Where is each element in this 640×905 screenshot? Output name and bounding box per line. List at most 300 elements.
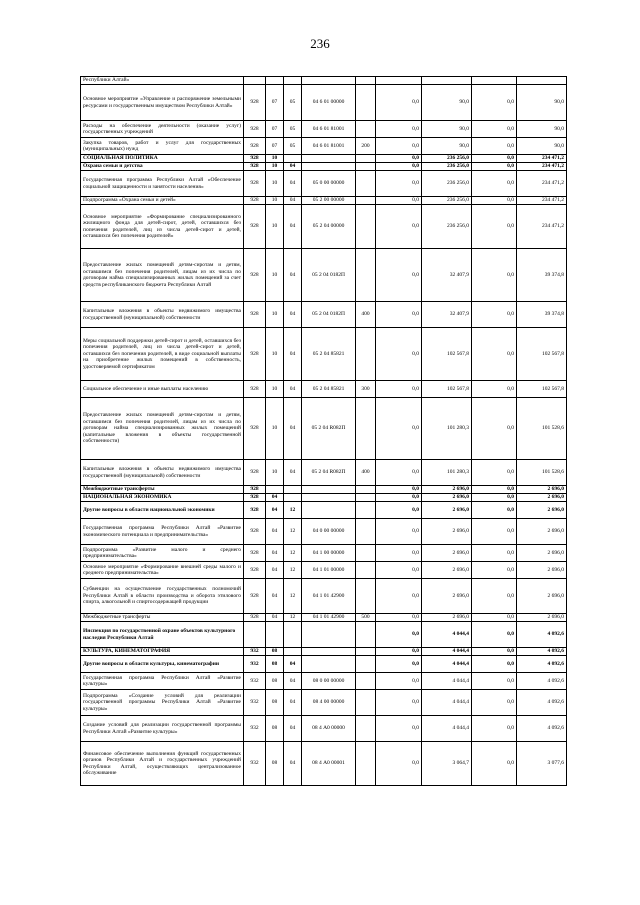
table-cell-subsection: 12 bbox=[284, 519, 302, 545]
table-row bbox=[81, 163, 567, 171]
table-cell-section: 10 bbox=[266, 328, 284, 381]
table-cell-v3: 0,0 bbox=[472, 502, 517, 519]
table-cell-section: 08 bbox=[266, 656, 284, 673]
table-cell-target: 08 4 А0 00001 bbox=[302, 742, 356, 786]
table-cell-v2: 4 044,4 bbox=[422, 690, 472, 716]
table-cell-v3: 0,0 bbox=[472, 205, 517, 249]
table-cell-name: Субвенции на осуществление государственных полномочий Республики Алтай в области производства и оборота этилового спирта, алкогольной и спиртосодержащей продукции bbox=[81, 579, 244, 614]
table-cell-subsection: 04 bbox=[284, 673, 302, 690]
table-row bbox=[81, 249, 567, 302]
table-cell-v3: 0,0 bbox=[472, 460, 517, 486]
table-cell-v1: 0,0 bbox=[376, 85, 422, 121]
table-cell-subsection: 04 bbox=[284, 171, 302, 197]
table-cell-ministry: 928 bbox=[244, 328, 266, 381]
table-cell-name: Государственная программа Республики Алтай «Обеспечение социальной защищенности и занятости населения» bbox=[81, 171, 244, 197]
table-cell-exp_type: 500 bbox=[356, 614, 376, 622]
table-cell-name: Капитальные вложения в объекты недвижимого имущества государственной (муниципальной) собственности bbox=[81, 460, 244, 486]
table-cell-v2: 90,0 bbox=[422, 85, 472, 121]
table-cell-subsection: 05 bbox=[284, 121, 302, 138]
table-cell-ministry: 928 bbox=[244, 460, 266, 486]
table-cell-v4: 39 374,8 bbox=[517, 302, 567, 328]
table-cell-v4: 2 696,0 bbox=[517, 519, 567, 545]
table-cell-subsection: 04 bbox=[284, 460, 302, 486]
table-cell-v3: 0,0 bbox=[472, 673, 517, 690]
table-cell-v1: 0,0 bbox=[376, 742, 422, 786]
table-cell-v3: 0,0 bbox=[472, 716, 517, 742]
table-cell-v1: 0,0 bbox=[376, 673, 422, 690]
table-cell-target bbox=[302, 486, 356, 494]
table-cell-v4: 4 092,6 bbox=[517, 648, 567, 656]
table-cell-exp_type: 400 bbox=[356, 302, 376, 328]
table-cell-exp_type bbox=[356, 690, 376, 716]
table-cell-section: 10 bbox=[266, 205, 284, 249]
table-cell-subsection: 04 bbox=[284, 328, 302, 381]
table-cell-ministry: 928 bbox=[244, 302, 266, 328]
table-cell-subsection: 04 bbox=[284, 398, 302, 460]
table-cell-name: НАЦИОНАЛЬНАЯ ЭКОНОМИКА bbox=[81, 494, 244, 502]
table-cell-subsection bbox=[284, 648, 302, 656]
table-cell-v2: 2 696,0 bbox=[422, 579, 472, 614]
table-cell-name: Охрана семьи и детства bbox=[81, 163, 244, 171]
table-cell-v3: 0,0 bbox=[472, 85, 517, 121]
table-cell-exp_type: 300 bbox=[356, 381, 376, 398]
table-cell-v4: 4 092,6 bbox=[517, 673, 567, 690]
table-cell-v2: 4 044,4 bbox=[422, 648, 472, 656]
table-cell-subsection: 04 bbox=[284, 302, 302, 328]
table-row bbox=[81, 171, 567, 197]
table-cell-exp_type bbox=[356, 622, 376, 648]
table-cell-ministry: 928 bbox=[244, 249, 266, 302]
table-cell-target: 05 2 00 00000 bbox=[302, 197, 356, 205]
table-row bbox=[81, 562, 567, 579]
table-cell-section: 04 bbox=[266, 614, 284, 622]
table-cell-target: 05 2 04 0182П bbox=[302, 302, 356, 328]
table-cell-section: 10 bbox=[266, 381, 284, 398]
table-cell-v2: 2 696,0 bbox=[422, 562, 472, 579]
table-row bbox=[81, 138, 567, 155]
table-cell-name: Подпрограмма «Охрана семьи и детей» bbox=[81, 197, 244, 205]
table-cell-ministry: 928 bbox=[244, 579, 266, 614]
table-cell-v2: 4 044,4 bbox=[422, 673, 472, 690]
table-cell-name: Государственная программа Республики Алтай «Развитие культуры» bbox=[81, 673, 244, 690]
table-row bbox=[81, 579, 567, 614]
table-cell-ministry: 932 bbox=[244, 690, 266, 716]
table-cell-ministry: 928 bbox=[244, 398, 266, 460]
table-cell-v1: 0,0 bbox=[376, 163, 422, 171]
table-cell-v3: 0,0 bbox=[472, 614, 517, 622]
table-cell-v4: 234 471,2 bbox=[517, 155, 567, 163]
table-cell-v3: 0,0 bbox=[472, 579, 517, 614]
table-cell-ministry: 928 bbox=[244, 155, 266, 163]
table-cell-v3: 0,0 bbox=[472, 562, 517, 579]
table-cell-section: 08 bbox=[266, 648, 284, 656]
table-row bbox=[81, 328, 567, 381]
table-cell-section: 07 bbox=[266, 85, 284, 121]
table-cell-name: Основное мероприятие «Формирование внешней среды малого и среднего предпринимательства» bbox=[81, 562, 244, 579]
table-cell-target: 04 6 01 00000 bbox=[302, 85, 356, 121]
table-cell-v4: 2 696,0 bbox=[517, 545, 567, 562]
table-cell-target: 05 2 04 85821 bbox=[302, 381, 356, 398]
table-row bbox=[81, 398, 567, 460]
table-cell-exp_type bbox=[356, 171, 376, 197]
table-cell-ministry: 928 bbox=[244, 205, 266, 249]
table-cell-exp_type bbox=[356, 155, 376, 163]
budget-table bbox=[80, 76, 567, 786]
table-cell-ministry: 928 bbox=[244, 163, 266, 171]
table-cell-exp_type bbox=[356, 742, 376, 786]
table-cell-v2: 2 696,0 bbox=[422, 486, 472, 494]
table-row bbox=[81, 716, 567, 742]
table-cell-v4: 2 696,0 bbox=[517, 562, 567, 579]
table-cell-exp_type bbox=[356, 328, 376, 381]
table-row bbox=[81, 381, 567, 398]
table-cell-target: 05 2 04 0182П bbox=[302, 249, 356, 302]
table-cell-ministry: 928 bbox=[244, 85, 266, 121]
table-cell-exp_type bbox=[356, 205, 376, 249]
table-cell-v2: 4 044,4 bbox=[422, 656, 472, 673]
table-cell-ministry: 928 bbox=[244, 381, 266, 398]
table-cell-name: Другие вопросы в области национальной экономики bbox=[81, 502, 244, 519]
table-row bbox=[81, 85, 567, 121]
table-cell-subsection: 04 bbox=[284, 205, 302, 249]
table-cell-ministry: 928 bbox=[244, 562, 266, 579]
table-cell-section: 04 bbox=[266, 519, 284, 545]
table-cell-v3: 0,0 bbox=[472, 690, 517, 716]
table-cell-section bbox=[266, 622, 284, 648]
table-cell-exp_type bbox=[356, 398, 376, 460]
table-cell-section: 10 bbox=[266, 398, 284, 460]
budget-table-body bbox=[81, 77, 567, 786]
table-cell-target: 05 2 04 R082П bbox=[302, 398, 356, 460]
table-cell-exp_type bbox=[356, 502, 376, 519]
table-cell-section: 08 bbox=[266, 690, 284, 716]
table-cell-v4: 39 374,8 bbox=[517, 249, 567, 302]
table-cell-target: 04 6 01 81001 bbox=[302, 138, 356, 155]
table-cell-v1: 0,0 bbox=[376, 494, 422, 502]
table-cell-v1: 0,0 bbox=[376, 716, 422, 742]
table-row bbox=[81, 494, 567, 502]
table-cell-ministry: 928 bbox=[244, 171, 266, 197]
table-cell-v1: 0,0 bbox=[376, 622, 422, 648]
table-cell-ministry: 928 bbox=[244, 519, 266, 545]
table-cell-v1: 0,0 bbox=[376, 328, 422, 381]
table-cell-ministry: 932 bbox=[244, 742, 266, 786]
table-cell-v1: 0,0 bbox=[376, 205, 422, 249]
table-cell-name: Государственная программа Республики Алтай «Развитие экономического потенциала и предпринимательства» bbox=[81, 519, 244, 545]
table-cell-ministry: 928 bbox=[244, 545, 266, 562]
table-cell-section: 10 bbox=[266, 155, 284, 163]
table-cell-name: Подпрограмма «Развитие малого и среднего предпринимательства» bbox=[81, 545, 244, 562]
table-cell-v1: 0,0 bbox=[376, 690, 422, 716]
table-cell-name: Основное мероприятие «Формирование специализированного жилищного фонда для детей-сирот, детей, оставшихся без попечения родителей, лиц из числа детей-сирот и детей, оставшихся без попечения родителей» bbox=[81, 205, 244, 249]
table-cell-v3: 0,0 bbox=[472, 381, 517, 398]
table-cell-exp_type bbox=[356, 545, 376, 562]
table-cell-target: 05 2 04 00000 bbox=[302, 205, 356, 249]
table-cell-v4: 4 092,6 bbox=[517, 716, 567, 742]
table-cell-target: 05 0 00 00000 bbox=[302, 171, 356, 197]
table-cell-v1: 0,0 bbox=[376, 519, 422, 545]
table-row bbox=[81, 656, 567, 673]
table-cell-v4: 2 696,0 bbox=[517, 502, 567, 519]
table-cell-subsection bbox=[284, 622, 302, 648]
table-cell-subsection: 04 bbox=[284, 742, 302, 786]
table-row bbox=[81, 205, 567, 249]
table-cell-v4: 2 696,0 bbox=[517, 614, 567, 622]
table-cell-v2: 32 407,9 bbox=[422, 249, 472, 302]
table-cell-target: 08 0 00 00000 bbox=[302, 673, 356, 690]
table-cell-v1: 0,0 bbox=[376, 302, 422, 328]
table-cell-name: Другие вопросы в области культуры, кинематографии bbox=[81, 656, 244, 673]
table-cell-v3 bbox=[472, 77, 517, 85]
table-cell-v2: 236 256,0 bbox=[422, 171, 472, 197]
table-cell-v2: 102 567,8 bbox=[422, 381, 472, 398]
table-cell-v1: 0,0 bbox=[376, 197, 422, 205]
table-cell-target bbox=[302, 502, 356, 519]
table-cell-subsection bbox=[284, 155, 302, 163]
table-cell-v2: 101 280,3 bbox=[422, 398, 472, 460]
table-cell-name: Предоставление жилых помещений детям-сиротам и детям, оставшимся без попечения родителей, лицам из их числа по договорам найма специализированных жилых помещений (капитальные вложения в объекты государственной собственности) bbox=[81, 398, 244, 460]
table-cell-v4: 90,0 bbox=[517, 138, 567, 155]
table-cell-name: Расходы на обеспечение деятельности (оказание услуг) государственных учреждений bbox=[81, 121, 244, 138]
table-cell-v4: 4 092,6 bbox=[517, 690, 567, 716]
table-cell-v3: 0,0 bbox=[472, 545, 517, 562]
table-cell-target: 04 1 00 00000 bbox=[302, 545, 356, 562]
table-cell-exp_type bbox=[356, 486, 376, 494]
table-cell-v3: 0,0 bbox=[472, 622, 517, 648]
table-cell-ministry: 928 bbox=[244, 138, 266, 155]
table-cell-ministry: 932 bbox=[244, 648, 266, 656]
table-cell-name: КУЛЬТУРА, КИНЕМАТОГРАФИЯ bbox=[81, 648, 244, 656]
table-cell-v2: 2 696,0 bbox=[422, 614, 472, 622]
table-cell-v3: 0,0 bbox=[472, 742, 517, 786]
table-cell-section: 10 bbox=[266, 249, 284, 302]
table-cell-v4: 234 471,2 bbox=[517, 197, 567, 205]
table-cell-v1: 0,0 bbox=[376, 121, 422, 138]
table-cell-v4: 102 567,8 bbox=[517, 381, 567, 398]
table-cell-subsection bbox=[284, 486, 302, 494]
table-cell-subsection bbox=[284, 494, 302, 502]
table-cell-ministry bbox=[244, 77, 266, 85]
table-row bbox=[81, 77, 567, 85]
table-cell-section: 04 bbox=[266, 494, 284, 502]
table-cell-v3: 0,0 bbox=[472, 171, 517, 197]
table-cell-subsection: 04 bbox=[284, 690, 302, 716]
table-cell-exp_type bbox=[356, 673, 376, 690]
table-cell-target bbox=[302, 648, 356, 656]
table-cell-target bbox=[302, 77, 356, 85]
table-cell-subsection: 05 bbox=[284, 138, 302, 155]
table-cell-exp_type bbox=[356, 85, 376, 121]
table-cell-subsection bbox=[284, 77, 302, 85]
table-cell-v2: 90,0 bbox=[422, 121, 472, 138]
table-row bbox=[81, 302, 567, 328]
table-cell-target bbox=[302, 622, 356, 648]
table-cell-v3: 0,0 bbox=[472, 163, 517, 171]
table-cell-v4: 2 696,0 bbox=[517, 579, 567, 614]
table-cell-section: 10 bbox=[266, 460, 284, 486]
table-cell-name: Предоставление жилых помещений детям-сиротам и детям, оставшимся без попечения родителей, лицам из их числа по договорам найма специализированных жилых помещений за счет средств республиканского бюджета Республики Алтай bbox=[81, 249, 244, 302]
table-cell-name: Межбюджетные трансферты bbox=[81, 614, 244, 622]
table-cell-v4: 102 567,8 bbox=[517, 328, 567, 381]
table-cell-section: 08 bbox=[266, 742, 284, 786]
table-cell-exp_type bbox=[356, 494, 376, 502]
table-cell-section: 10 bbox=[266, 163, 284, 171]
table-cell-name: Республики Алтай» bbox=[81, 77, 244, 85]
table-cell-v4: 3 077,6 bbox=[517, 742, 567, 786]
table-cell-subsection: 12 bbox=[284, 562, 302, 579]
table-row bbox=[81, 155, 567, 163]
table-cell-target: 04 1 01 00000 bbox=[302, 562, 356, 579]
table-cell-v3: 0,0 bbox=[472, 249, 517, 302]
table-cell-v3: 0,0 bbox=[472, 328, 517, 381]
table-cell-ministry: 928 bbox=[244, 486, 266, 494]
table-cell-section: 04 bbox=[266, 545, 284, 562]
table-cell-section: 08 bbox=[266, 673, 284, 690]
table-row bbox=[81, 197, 567, 205]
table-cell-target bbox=[302, 494, 356, 502]
table-cell-section bbox=[266, 77, 284, 85]
table-row bbox=[81, 673, 567, 690]
table-cell-ministry: 932 bbox=[244, 656, 266, 673]
table-row bbox=[81, 121, 567, 138]
table-cell-name: Финансовое обеспечение выполнения функций государственных органов Республики Алтай и государственных учреждений Республики Алтай, осуществляющих централизованное обслуживание bbox=[81, 742, 244, 786]
table-cell-section: 07 bbox=[266, 138, 284, 155]
table-cell-v4: 90,0 bbox=[517, 121, 567, 138]
table-cell-target: 04 6 01 81001 bbox=[302, 121, 356, 138]
table-cell-v3: 0,0 bbox=[472, 155, 517, 163]
table-cell-v3: 0,0 bbox=[472, 486, 517, 494]
table-cell-target: 04 1 01 42900 bbox=[302, 579, 356, 614]
table-cell-v1: 0,0 bbox=[376, 579, 422, 614]
table-cell-name: Меры социальной поддержки детей-сирот и детей, оставшихся без попечения родителей, лиц из числа детей-сирот и детей, оставшихся без попечения родителей, в виде социальной выплаты на приобретение жилых помещений в собственность, удостоверяемой сертификатом bbox=[81, 328, 244, 381]
table-row bbox=[81, 460, 567, 486]
table-cell-target: 04 0 00 00000 bbox=[302, 519, 356, 545]
table-cell-v2: 2 696,0 bbox=[422, 519, 472, 545]
table-cell-v2: 2 696,0 bbox=[422, 502, 472, 519]
table-cell-ministry: 928 bbox=[244, 614, 266, 622]
table-cell-ministry: 928 bbox=[244, 502, 266, 519]
table-cell-exp_type bbox=[356, 716, 376, 742]
table-cell-section: 10 bbox=[266, 302, 284, 328]
table-cell-v2: 101 280,3 bbox=[422, 460, 472, 486]
table-cell-exp_type bbox=[356, 163, 376, 171]
table-cell-target: 04 1 01 42900 bbox=[302, 614, 356, 622]
table-cell-v1: 0,0 bbox=[376, 460, 422, 486]
table-cell-v4: 90,0 bbox=[517, 85, 567, 121]
table-cell-target bbox=[302, 656, 356, 673]
table-cell-section: 08 bbox=[266, 716, 284, 742]
table-cell-name: Инспекция по государственной охране объектов культурного наследия Республики Алтай bbox=[81, 622, 244, 648]
table-row bbox=[81, 648, 567, 656]
table-cell-target bbox=[302, 163, 356, 171]
table-cell-target bbox=[302, 155, 356, 163]
table-cell-exp_type: 200 bbox=[356, 138, 376, 155]
table-cell-exp_type bbox=[356, 579, 376, 614]
table-cell-name: Подпрограмма «Создание условий для реализации государственной программы Республики Алтай «Развитие культуры» bbox=[81, 690, 244, 716]
table-cell-target: 05 2 04 85821 bbox=[302, 328, 356, 381]
table-cell-name: Социальное обеспечение и иные выплаты населению bbox=[81, 381, 244, 398]
table-row bbox=[81, 519, 567, 545]
table-cell-subsection: 12 bbox=[284, 614, 302, 622]
table-cell-v2: 3 064,7 bbox=[422, 742, 472, 786]
table-cell-v2: 236 256,0 bbox=[422, 197, 472, 205]
table-cell-v1: 0,0 bbox=[376, 562, 422, 579]
table-cell-v4: 2 696,0 bbox=[517, 486, 567, 494]
table-cell-name: Основное мероприятие «Управление и распоряжение земельными ресурсами и государственным имуществом Республики Алтай» bbox=[81, 85, 244, 121]
table-cell-v2: 2 696,0 bbox=[422, 494, 472, 502]
table-cell-v1: 0,0 bbox=[376, 614, 422, 622]
table-cell-exp_type bbox=[356, 197, 376, 205]
table-cell-v1: 0,0 bbox=[376, 502, 422, 519]
table-cell-exp_type bbox=[356, 249, 376, 302]
table-cell-v3: 0,0 bbox=[472, 656, 517, 673]
table-cell-section: 07 bbox=[266, 121, 284, 138]
table-cell-v4: 234 471,2 bbox=[517, 171, 567, 197]
page-number: 236 bbox=[310, 36, 330, 51]
table-row bbox=[81, 545, 567, 562]
table-cell-subsection: 12 bbox=[284, 502, 302, 519]
table-row bbox=[81, 742, 567, 786]
table-cell-name: Межбюджетные трансферты bbox=[81, 486, 244, 494]
table-cell-v4: 101 528,6 bbox=[517, 460, 567, 486]
table-cell-ministry: 928 bbox=[244, 197, 266, 205]
table-cell-v3: 0,0 bbox=[472, 138, 517, 155]
table-cell-v1: 0,0 bbox=[376, 545, 422, 562]
table-cell-v2: 90,0 bbox=[422, 138, 472, 155]
table-cell-v2: 4 044,4 bbox=[422, 716, 472, 742]
table-cell-v1: 0,0 bbox=[376, 486, 422, 494]
table-cell-section: 04 bbox=[266, 562, 284, 579]
table-row bbox=[81, 502, 567, 519]
table-cell-subsection: 05 bbox=[284, 85, 302, 121]
table-cell-v3: 0,0 bbox=[472, 648, 517, 656]
table-cell-subsection: 04 bbox=[284, 656, 302, 673]
table-cell-exp_type: 400 bbox=[356, 460, 376, 486]
table-cell-v4 bbox=[517, 77, 567, 85]
table-cell-v2: 2 696,0 bbox=[422, 545, 472, 562]
table-cell-v4: 101 528,6 bbox=[517, 398, 567, 460]
table-cell-section: 10 bbox=[266, 171, 284, 197]
table-cell-v4: 4 092,6 bbox=[517, 622, 567, 648]
table-cell-subsection: 04 bbox=[284, 197, 302, 205]
table-cell-v3: 0,0 bbox=[472, 121, 517, 138]
table-cell-v4: 4 092,6 bbox=[517, 656, 567, 673]
table-cell-v2: 236 256,0 bbox=[422, 155, 472, 163]
table-cell-v2: 102 567,8 bbox=[422, 328, 472, 381]
table-cell-v2: 236 256,0 bbox=[422, 205, 472, 249]
table-cell-v2 bbox=[422, 77, 472, 85]
table-cell-exp_type bbox=[356, 77, 376, 85]
table-cell-v1: 0,0 bbox=[376, 648, 422, 656]
table-cell-name: Капитальные вложения в объекты недвижимого имущества государственной (муниципальной) собственности bbox=[81, 302, 244, 328]
table-cell-exp_type bbox=[356, 656, 376, 673]
table-cell-target: 08 4 А0 00000 bbox=[302, 716, 356, 742]
table-cell-v3: 0,0 bbox=[472, 494, 517, 502]
table-cell-exp_type bbox=[356, 519, 376, 545]
table-cell-ministry bbox=[244, 622, 266, 648]
table-cell-v1 bbox=[376, 77, 422, 85]
table-cell-subsection: 04 bbox=[284, 716, 302, 742]
table-cell-section: 04 bbox=[266, 579, 284, 614]
table-cell-target: 05 2 04 R082П bbox=[302, 460, 356, 486]
table-cell-name: СОЦИАЛЬНАЯ ПОЛИТИКА bbox=[81, 155, 244, 163]
table-cell-v4: 234 471,2 bbox=[517, 205, 567, 249]
table-cell-v3: 0,0 bbox=[472, 519, 517, 545]
table-cell-v2: 32 407,9 bbox=[422, 302, 472, 328]
table-cell-v4: 234 471,2 bbox=[517, 163, 567, 171]
table-cell-ministry: 932 bbox=[244, 673, 266, 690]
table-row bbox=[81, 614, 567, 622]
